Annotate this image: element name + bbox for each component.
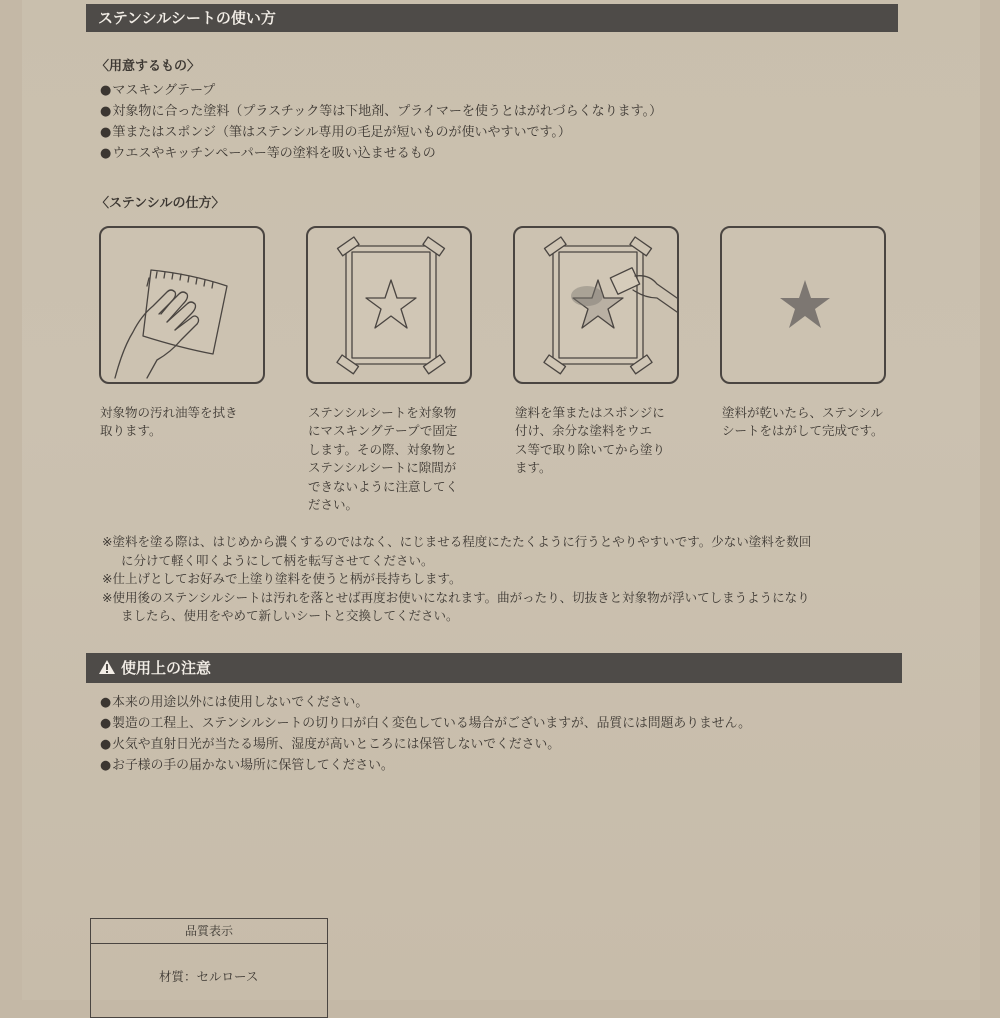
quality-label-box bbox=[90, 918, 328, 1018]
section-header-caution bbox=[86, 653, 902, 683]
prep-label: 〈用意するもの〉 bbox=[96, 59, 201, 74]
finished-star-icon bbox=[722, 228, 884, 382]
note-line: ※使用後のステンシルシートは汚れを落とせば再度お使いになれます。曲がったり、切抜きと対象物が浮いてしまうようになり bbox=[102, 589, 810, 605]
wipe-cloth-icon bbox=[101, 228, 263, 382]
list-item: ● 火気や直射日光が当たる場所、湿度が高いところには保管しないでください。 bbox=[100, 734, 751, 755]
step-2-panel bbox=[306, 226, 472, 384]
list-item: ● 筆またはスポンジ（筆はステンシル専用の毛足が短いものが使いやすいです。） bbox=[100, 122, 662, 143]
note-line: に分けて軽く叩くようにして柄を転写させてください。 bbox=[121, 552, 434, 568]
step-3-panel bbox=[513, 226, 679, 384]
section-title: ステンシルシートの使い方 bbox=[98, 9, 276, 27]
note-line: ※仕上げとしてお好みで上塗り塗料を使うと柄が長持ちします。 bbox=[102, 571, 462, 586]
list-item: ● 本来の用途以外には使用しないでください。 bbox=[100, 692, 751, 713]
step-3-caption: 塗料を筆またはスポンジに 付け、余分な塗料をウエ ス等で取り除いてから塗り ます。 bbox=[515, 405, 666, 476]
warning-icon bbox=[98, 659, 116, 675]
step-2-caption: ステンシルシートを対象物 にマスキングテープで固定 します。その際、対象物と ステンシルシートに隙間が できないように注意してく ださい。 bbox=[308, 405, 459, 513]
note-line: ※塗料を塗る際は、はじめから濃くするのではなく、にじませる程度にたたくように行うとやりやすいです。少ない塗料を数回 bbox=[102, 534, 812, 549]
method-label: 〈ステンシルの仕方〉 bbox=[96, 196, 225, 211]
usage-notes bbox=[102, 533, 811, 626]
step-4-caption: 塗料が乾いたら、ステンシル シートをはがして完成です。 bbox=[722, 405, 884, 439]
section-title: 使用上の注意 bbox=[121, 659, 212, 677]
material-text: 材質：セルロース bbox=[159, 969, 259, 984]
step-4-panel bbox=[720, 226, 886, 384]
step-1-panel bbox=[99, 226, 265, 384]
prep-list bbox=[100, 80, 662, 164]
section-header-usage bbox=[86, 4, 898, 32]
caution-list bbox=[100, 692, 751, 776]
taped-stencil-icon bbox=[308, 228, 470, 382]
step-1-caption: 対象物の汚れ油等を拭き 取ります。 bbox=[100, 405, 238, 439]
list-item: ● 製造の工程上、ステンシルシートの切り口が白く変色している場合がございますが、品質には問題ありません。 bbox=[100, 713, 751, 734]
list-item: ● 対象物に合った塗料（プラスチック等は下地剤、プライマーを使うとはがれづらくなります。） bbox=[100, 101, 662, 122]
list-item: ● ウエスやキッチンペーパー等の塗料を吸い込ませるもの bbox=[100, 143, 662, 164]
quality-title: 品質表示 bbox=[91, 919, 327, 944]
list-item: ● マスキングテープ bbox=[100, 80, 662, 101]
note-line: ましたら、使用をやめて新しいシートと交換してください。 bbox=[121, 608, 459, 623]
sponge-paint-icon bbox=[515, 228, 677, 382]
list-item: ● お子様の手の届かない場所に保管してください。 bbox=[100, 755, 751, 776]
